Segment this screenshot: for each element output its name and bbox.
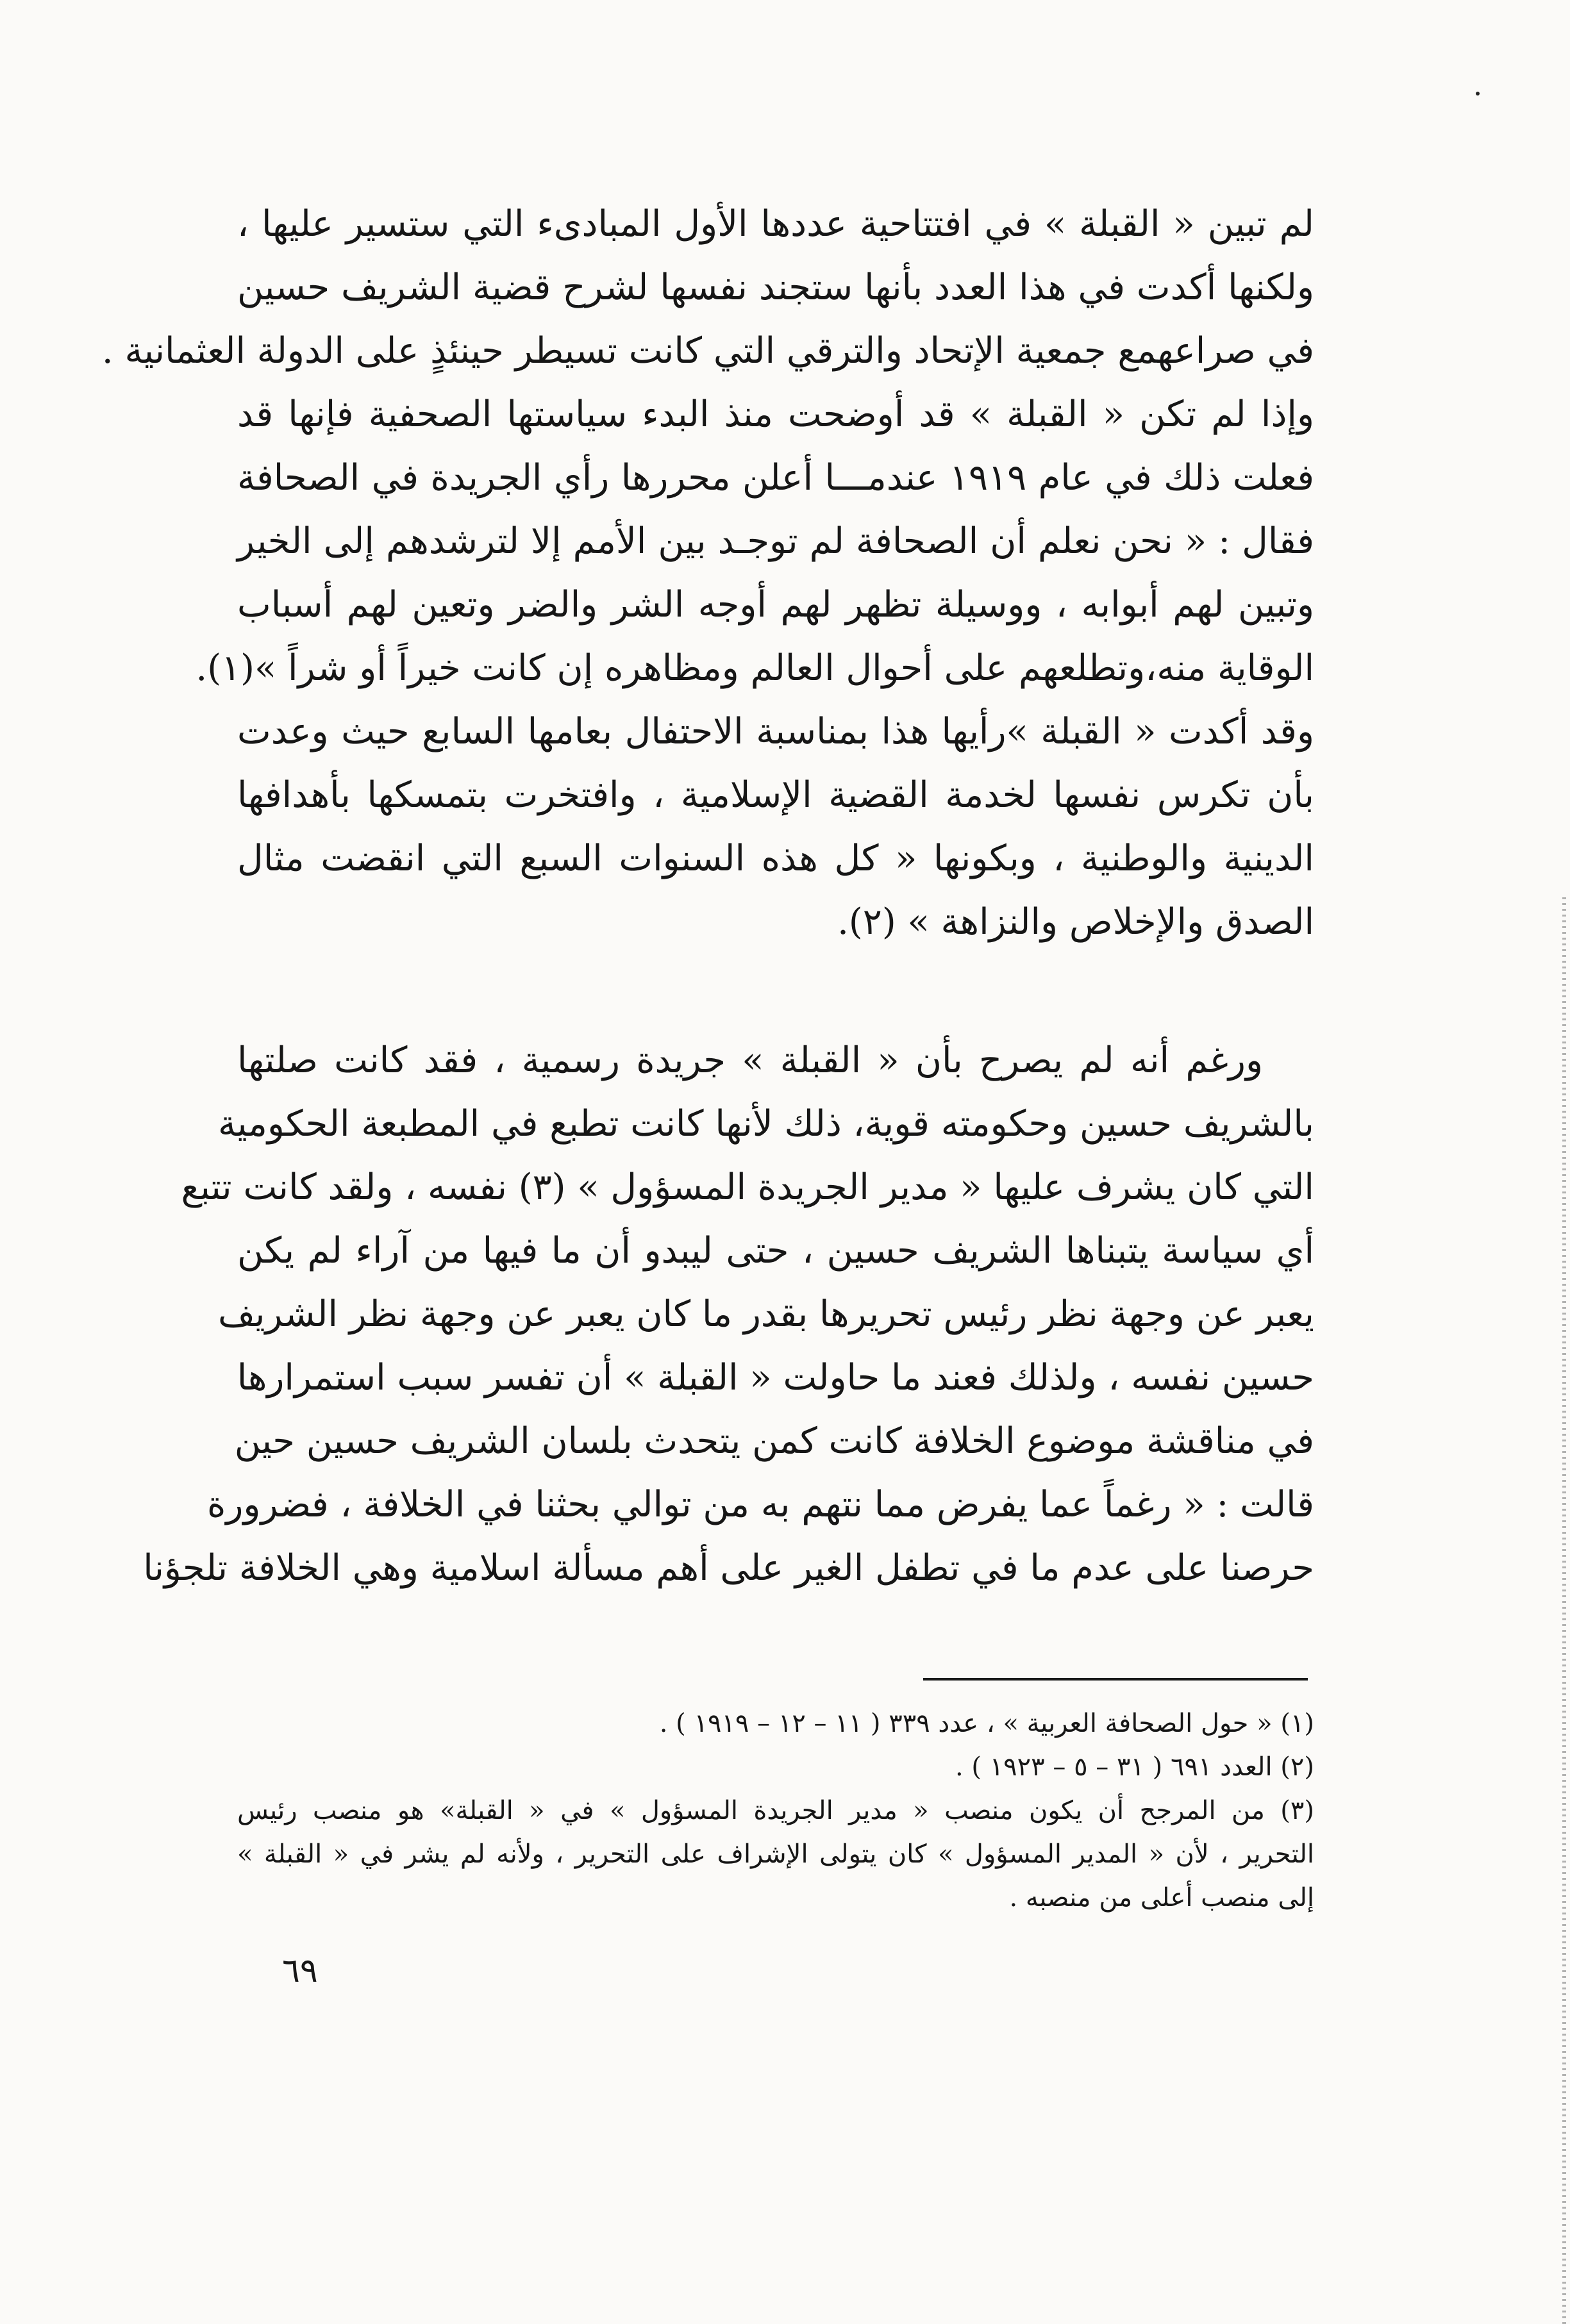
- text-line: ولكنها أكدت في هذا العدد بأنها ستجند نفسها لشرح قضية الشريف حسين: [237, 267, 1314, 308]
- footnote-separator: [923, 1678, 1308, 1681]
- text-line: الدينية والوطنية ، وبكونها « كل هذه السنوات السبع التي انقضت مثال: [237, 838, 1314, 879]
- paragraph-1: [101, 192, 1315, 954]
- text-line: فقال : « نحن نعلم أن الصحافة لم توجـد بين الأمم إلا لترشدهم إلى الخير: [237, 520, 1314, 562]
- text-line: بالشريف حسين وحكومته قوية، ذلك لأنها كانت تطبع في المطبعة الحكومية: [217, 1103, 1314, 1145]
- text-line: أي سياسة يتبناها الشريف حسين ، حتى ليبدو أن ما فيها من آراء لم يكن: [237, 1230, 1314, 1272]
- text-line: التي كان يشرف عليها « مدير الجريدة المسؤول » (٣) نفسه ، ولقد كانت تتبع: [181, 1166, 1314, 1208]
- scan-edge-noise: [1562, 897, 1566, 2324]
- text-line: حرصنا على عدم ما في تطفل الغير على أهم مسألة اسلامية وهي الخلافة تلجؤنا: [143, 1547, 1314, 1589]
- footnote-2: (٢) العدد ٦٩١ ( ٣١ – ٥ – ١٩٢٣ ) .: [955, 1752, 1314, 1782]
- text-line: وقد أكدت « القبلة »رأيها هذا بمناسبة الاحتفال بعامها السابع حيث وعدت: [237, 711, 1314, 752]
- text-line: وتبين لهم أبوابه ، ووسيلة تظهر لهم أوجه الشر والضر وتعين لهم أسباب: [237, 584, 1314, 626]
- footnotes: [237, 1702, 1314, 1920]
- text-line: الصدق والإخلاص والنزاهة » (٢).: [837, 901, 1314, 943]
- text-line: ورغم أنه لم يصرح بأن « القبلة » جريدة رسمية ، فقد كانت صلتها: [237, 1040, 1263, 1081]
- footnote-3: (٣) من المرجح أن يكون منصب « مدير الجريدة المسؤول » في « القبلة» هو منصب رئيس: [237, 1796, 1314, 1825]
- footnote-1: (١) « حول الصحافة العربية » ، عدد ٣٣٩ ( ١١ – ١٢ – ١٩١٩ ) .: [659, 1709, 1314, 1738]
- text-line: لم تبين « القبلة » في افتتاحية عددها الأول المبادىء التي ستسير عليها ،: [237, 203, 1314, 245]
- paragraph-2: [143, 1029, 1314, 1600]
- text-line: وإذا لم تكن « القبلة » قد أوضحت منذ البدء سياستها الصحفية فإنها قد: [237, 394, 1314, 435]
- text-line: الوقاية منه،وتطلعهم على أحوال العالم ومظاهره إن كانت خيراً أو شراً »(١).: [196, 647, 1314, 689]
- text-line: يعبر عن وجهة نظر رئيس تحريرها بقدر ما كان يعبر عن وجهة نظر الشريف: [217, 1293, 1314, 1335]
- text-line: في صراعهمع جمعية الإتحاد والترقي التي كانت تسيطر حينئذٍ على الدولة العثمانية .: [101, 330, 1314, 372]
- scan-speck: [1476, 92, 1480, 95]
- footnote-3-continued: التحرير ، لأن « المدير المسؤول » كان يتولى الإشراف على التحرير ، ولأنه لم يشر في « القبلة »: [237, 1839, 1314, 1869]
- page-number: ٦٩: [282, 1952, 318, 1990]
- text-line: حسين نفسه ، ولذلك فعند ما حاولت « القبلة » أن تفسر سبب استمرارها: [237, 1357, 1314, 1399]
- text-line: بأن تكرس نفسها لخدمة القضية الإسلامية ، وافتخرت بتمسكها بأهدافها: [237, 774, 1314, 816]
- text-line: قالت : « رغماً عما يفرض مما نتهم به من توالي بحثنا في الخلافة ، فضرورة: [207, 1484, 1314, 1525]
- text-line: فعلت ذلك في عام ١٩١٩ عندمـــا أعلن محررها رأي الجريدة في الصحافة: [237, 457, 1315, 499]
- footnote-3-continued: إلى منصب أعلى من منصبه .: [1009, 1883, 1314, 1913]
- text-line: في مناقشة موضوع الخلافة كانت كمن يتحدث بلسان الشريف حسين حين: [234, 1420, 1314, 1462]
